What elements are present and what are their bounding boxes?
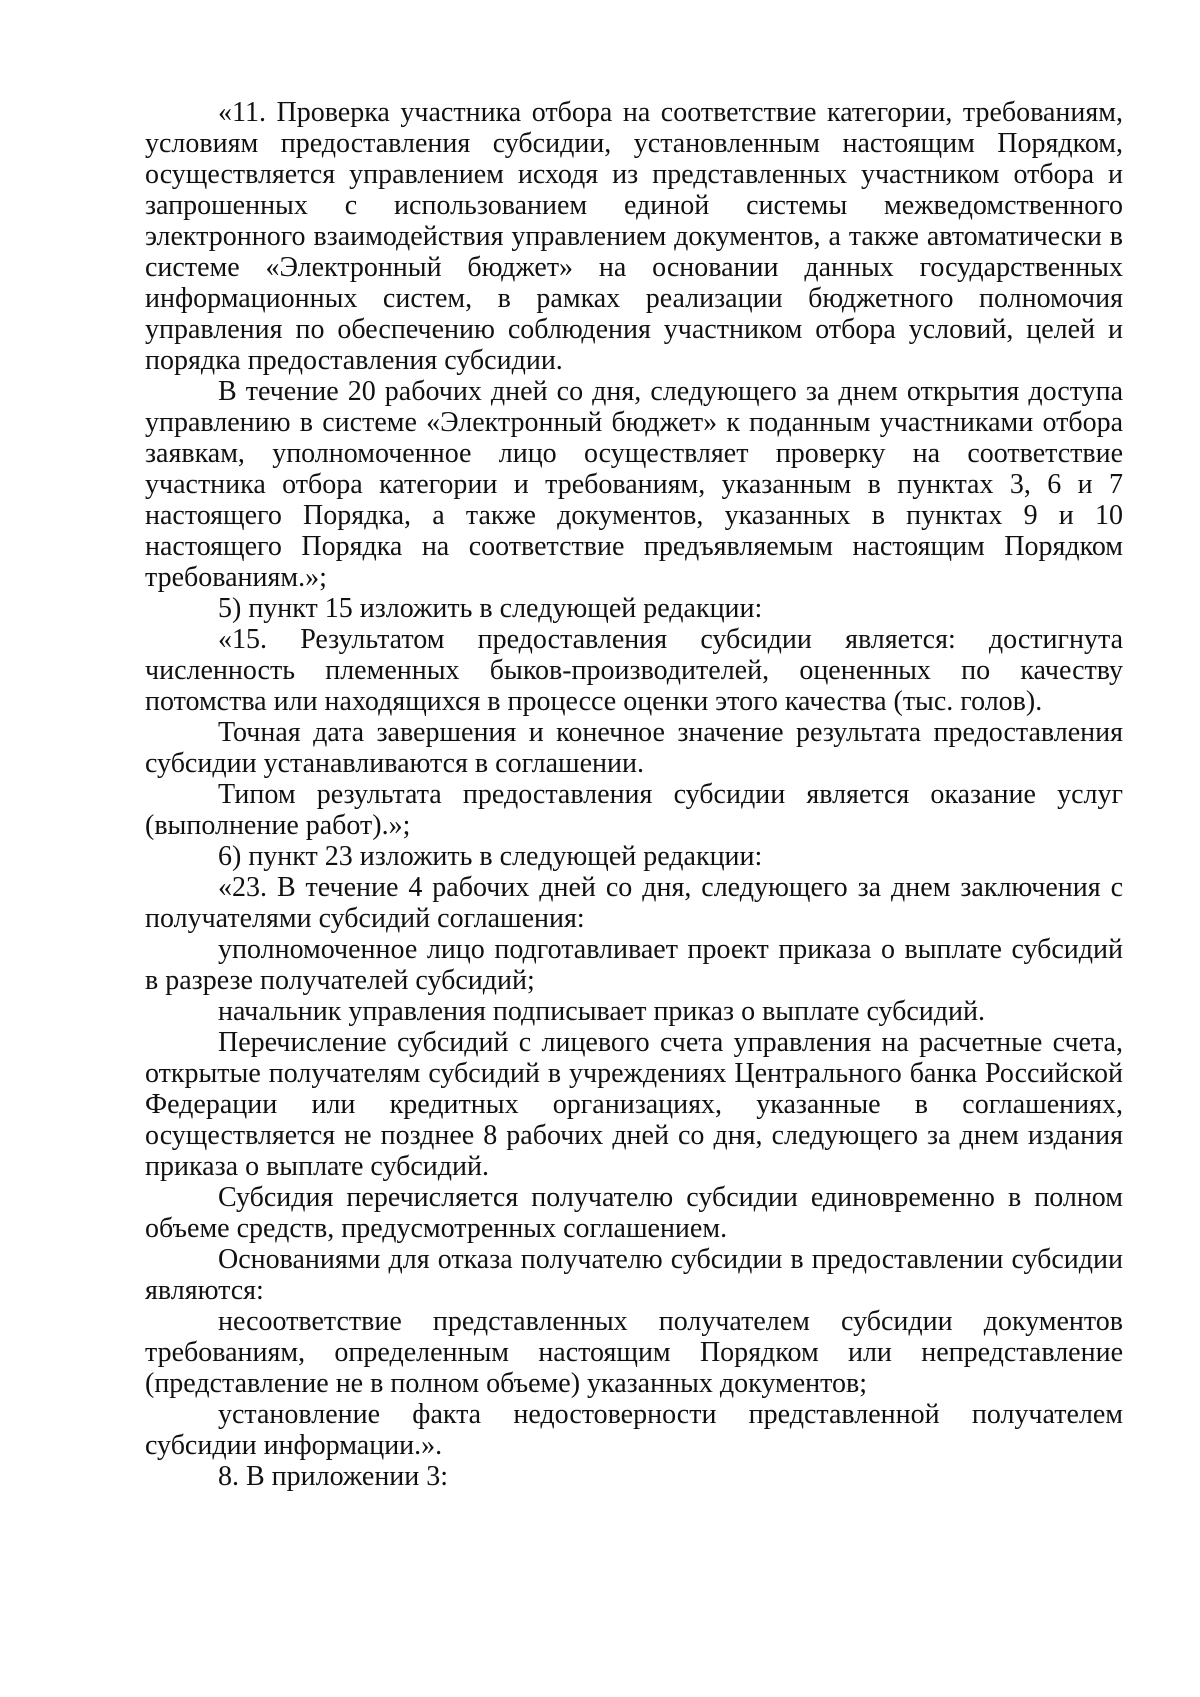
paragraph-refusal-grounds: Основаниями для отказа получателю субсидии в предоставлении субсидии являются: — [145, 1244, 1123, 1306]
paragraph-point-5: 5) пункт 15 изложить в следующей редакции: — [218, 593, 763, 624]
paragraph-result-type: Типом результата предоставления субсидии является оказание услуг (выполнение работ).»; — [145, 779, 1123, 841]
paragraph-appendix-3: 8. В приложении 3: — [218, 1461, 449, 1492]
paragraph-result-date: Точная дата завершения и конечное значение результата предоставления субсидии устанавливаются в соглашении. — [145, 717, 1123, 779]
paragraph-refusal-info: установление факта недостоверности представленной получателем субсидии информации.». — [145, 1399, 1123, 1461]
paragraph-transfer: Перечисление субсидий с лицевого счета управления на расчетные счета, открытые получателям субсидий в учреждениях Центрального банка Российской Федерации или кредитных организациях, указанные в соглашениях, осуществляется не позднее 8 рабочих дней со дня, следующего за днем издания приказа о выплате субсидий. — [145, 1027, 1123, 1182]
paragraph-refusal-docs: несоответствие представленных получателем субсидии документов требованиям, определенным настоящим Порядком или непредставление (представление не в полном объеме) указанных документов; — [145, 1306, 1123, 1399]
document-page — [145, 97, 1123, 1492]
paragraph-item-15: «15. Результатом предоставления субсидии является: достигнута численность племенных быков-производителей, оцененных по качеству потомства или находящихся в процессе оценки этого качества (тыс. голов). — [145, 624, 1123, 717]
paragraph-point-6: 6) пункт 23 изложить в следующей редакции: — [218, 841, 763, 872]
paragraph-review-period: В течение 20 рабочих дней со дня, следующего за днем открытия доступа управлению в системе «Электронный бюджет» к поданным участниками отбора заявкам, уполномоченное лицо осуществляет проверку на соответствие участника отбора категории и требованиям, указанным в пунктах 3, 6 и 7 настоящего Порядка, а также документов, указанных в пунктах 9 и 10 настоящего Порядка на соответствие предъявляемым настоящим Порядком требованиям.»; — [145, 376, 1123, 593]
paragraph-item-23: «23. В течение 4 рабочих дней со дня, следующего за днем заключения с получателями субсидий соглашения: — [145, 872, 1123, 934]
paragraph-lump-sum: Субсидия перечисляется получателю субсидии единовременно в полном объеме средств, предусмотренных соглашением. — [145, 1182, 1123, 1244]
paragraph-draft-order: уполномоченное лицо подготавливает проект приказа о выплате субсидий в разрезе получателей субсидий; — [145, 934, 1123, 996]
paragraph-sign-order: начальник управления подписывает приказ о выплате субсидий. — [218, 996, 986, 1027]
paragraph-item-11: «11. Проверка участника отбора на соответствие категории, требованиям, условиям предоставления субсидии, установленным настоящим Порядком, осуществляется управлением исходя из представленных участником отбора и запрошенных с использованием единой системы межведомственного электронного взаимодействия управлением документов, а также автоматически в системе «Электронный бюджет» на основании данных государственных информационных систем, в рамках реализации бюджетного полномочия управления по обеспечению соблюдения участником отбора условий, целей и порядка предоставления субсидии. — [145, 97, 1123, 376]
